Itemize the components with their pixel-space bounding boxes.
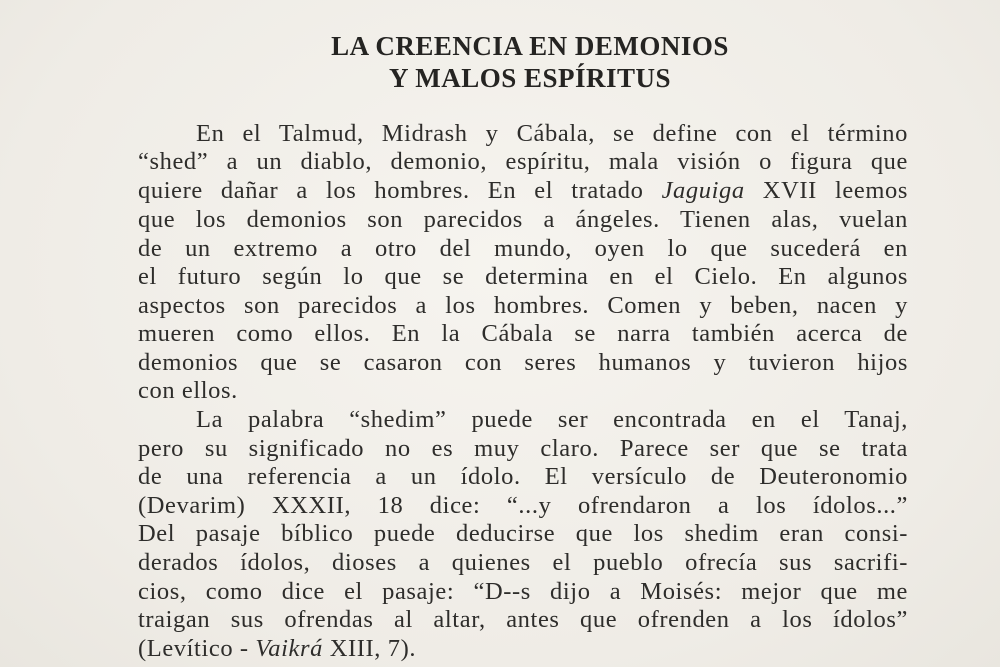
text-span: XIII, 7). — [322, 635, 417, 662]
paragraph-2-line-3: de una referencia a un ídolo. El versículo de Deuteronomio — [138, 463, 908, 490]
paragraph-1-line-5: de un extremo a otro del mundo, oyen lo que sucederá en — [138, 235, 908, 262]
paragraph-1-line-9: demonios que se casaron con seres humanos y tuvieron hijos — [138, 349, 908, 376]
paragraph-1-line-8: mueren como ellos. En la Cábala se narra también acerca de — [138, 320, 908, 347]
paragraph-2-line-5: Del pasaje bíblico puede deducirse que los shedim eran consi- — [138, 520, 908, 547]
paragraph-2-line-4: (Devarim) XXXII, 18 dice: “...y ofrendaron a los ídolos...” — [138, 492, 908, 519]
paragraph-2-line-8: traigan sus ofrendas al altar, antes que ofrenden a los ídolos” — [138, 606, 908, 633]
chapter-title-line-1: LA CREENCIA EN DEMONIOS — [331, 31, 729, 61]
text-span: quiere dañar a los hombres. En el tratado — [138, 177, 662, 204]
chapter-title-line-2: Y MALOS ESPÍRITUS — [388, 63, 672, 93]
paragraph-2-line-7: cios, como dice el pasaje: “D--s dijo a Moisés: mejor que me — [138, 578, 908, 605]
paragraph-2-line-9 — [138, 635, 416, 663]
paragraph-1-line-2: “shed” a un diablo, demonio, espíritu, mala visión o figura que — [138, 148, 908, 175]
paragraph-2-line-1: La palabra “shedim” puede ser encontrada en el Tanaj, — [196, 406, 908, 433]
paragraph-2-line-2: pero su significado no es muy claro. Parece ser que se trata — [138, 435, 908, 462]
paragraph-1-line-10: con ellos. — [138, 377, 238, 404]
paragraph-1-line-6: el futuro según lo que se determina en el Cielo. En algunos — [138, 263, 908, 290]
text-span: XVII leemos — [744, 177, 908, 204]
paragraph-1-line-4: que los demonios son parecidos a ángeles. Tienen alas, vuelan — [138, 206, 908, 233]
paragraph-1-line-3 — [138, 177, 908, 205]
paragraph-1-line-1: En el Talmud, Midrash y Cábala, se define con el término — [196, 120, 908, 147]
text-span: (Levítico - — [138, 635, 256, 662]
italic-term-vaikra: Vaikrá — [255, 635, 323, 662]
italic-term-jaguiga: Jaguiga — [661, 177, 745, 204]
paragraph-2-line-6: derados ídolos, dioses a quienes el pueblo ofrecía sus sacrifi- — [138, 549, 908, 576]
paragraph-1-line-7: aspectos son parecidos a los hombres. Comen y beben, nacen y — [138, 292, 908, 319]
